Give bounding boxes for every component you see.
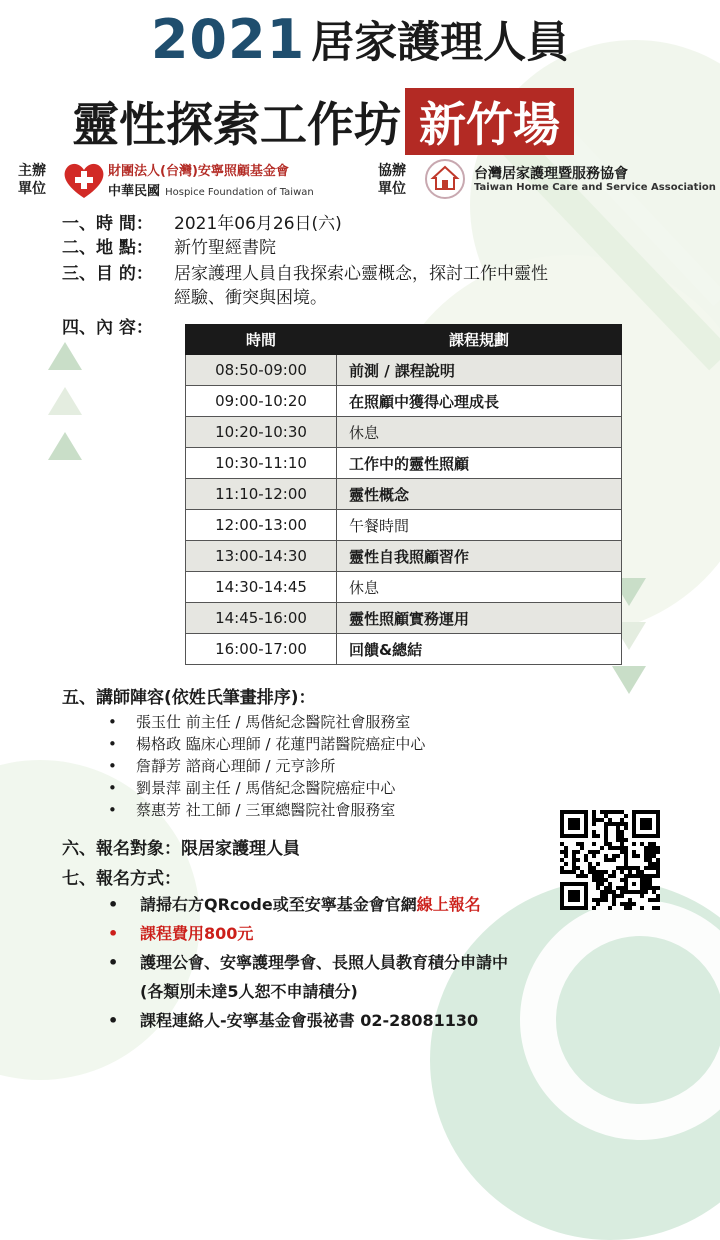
registration-credit-note: (各類別未達5人恕不申請積分) xyxy=(140,982,358,1001)
session-time: 16:00-17:00 xyxy=(186,634,337,665)
session-topic: 前測 / 課程說明 xyxy=(337,355,622,386)
table-row xyxy=(186,510,622,541)
schedule-header-row xyxy=(186,325,622,355)
place-label: 二、地 點： xyxy=(62,238,153,258)
host-name-cn: 財團法人(台灣)安寧照顧基金會 xyxy=(108,164,289,179)
session-time: 13:00-14:30 xyxy=(186,541,337,572)
session-time: 12:00-13:00 xyxy=(186,510,337,541)
host-label-line1: 主辦 xyxy=(18,163,46,179)
registration-fee: • 課程費用800元 xyxy=(106,919,508,948)
session-topic: 工作中的靈性照顧 xyxy=(337,448,622,479)
registration-contact: • 課程連絡人-安寧基金會張祕書 02-28081130 xyxy=(106,1006,508,1035)
session-topic: 靈性自我照顧習作 xyxy=(337,541,622,572)
qr-instruction: 請掃右方QRcode或至安寧基金會官網 xyxy=(140,895,417,914)
session-topic: 休息 xyxy=(337,572,622,603)
session-time: 14:30-14:45 xyxy=(186,572,337,603)
session-time: 09:00-10:20 xyxy=(186,386,337,417)
purpose-label: 三、目 的： xyxy=(62,264,153,284)
triangle-down-icon xyxy=(612,666,646,694)
table-row xyxy=(186,417,622,448)
session-time: 08:50-09:00 xyxy=(186,355,337,386)
session-topic: 回饋&總結 xyxy=(337,634,622,665)
co-name-en: Taiwan Home Care and Service Association xyxy=(474,182,716,193)
time-value: 2021年06月26日(六) xyxy=(174,214,342,234)
title-workshop: 靈性探索工作坊 xyxy=(72,98,401,153)
content-label: 四、內 容： xyxy=(62,318,153,338)
table-row xyxy=(186,634,622,665)
lecturer-item: • 劉景萍 副主任 / 馬偕紀念醫院癌症中心 xyxy=(106,777,425,799)
schedule-body xyxy=(186,355,622,665)
info-content xyxy=(62,316,174,340)
host-name-en: Hospice Foundation of Taiwan xyxy=(165,187,314,198)
co-label xyxy=(378,162,406,198)
registration-list xyxy=(106,890,508,1035)
triangle-up-icon xyxy=(48,387,82,415)
triangle-up-icon xyxy=(48,432,82,460)
home-care-logo xyxy=(424,158,466,200)
host-name-prefix: 中華民國 xyxy=(108,184,161,199)
venue-badge: 新竹場 xyxy=(405,88,574,155)
online-registration-link[interactable]: 線上報名 xyxy=(416,895,481,914)
title-subject: 居家護理人員 xyxy=(311,18,570,68)
co-label-line2: 單位 xyxy=(378,181,406,197)
session-topic: 午餐時間 xyxy=(337,510,622,541)
co-label-line1: 協辦 xyxy=(378,163,406,179)
place-value: 新竹聖經書院 xyxy=(174,238,276,258)
registration-heading: 七、報名方式： xyxy=(62,869,181,889)
info-purpose xyxy=(62,262,548,286)
lecturer-item: • 楊格政 臨床心理師 / 花蓮門諾醫院癌症中心 xyxy=(106,733,425,755)
lecturer-item: • 蔡惠芳 社工師 / 三軍總醫院社會服務室 xyxy=(106,799,425,821)
header-topic: 課程規劃 xyxy=(337,325,622,355)
title-year: 2021 xyxy=(150,8,306,71)
host-label-line2: 單位 xyxy=(18,181,46,197)
registration-qr-item xyxy=(106,890,508,919)
registration-credit: • 護理公會、安寧護理學會、長照人員教育積分申請中 xyxy=(106,948,508,977)
co-org xyxy=(474,166,716,193)
purpose-line1: 居家護理人員自我探索心靈概念，探討工作中靈性 xyxy=(174,264,548,284)
session-topic: 休息 xyxy=(337,417,622,448)
table-row xyxy=(186,572,622,603)
table-row xyxy=(186,541,622,572)
session-time: 10:20-10:30 xyxy=(186,417,337,448)
title-line-2 xyxy=(72,88,574,155)
table-row xyxy=(186,448,622,479)
host-label xyxy=(18,162,46,198)
session-topic: 在照顧中獲得心理成長 xyxy=(337,386,622,417)
lecturer-list xyxy=(106,711,425,821)
triangle-up-icon xyxy=(48,342,82,370)
info-purpose-cont xyxy=(174,286,327,310)
schedule-table xyxy=(185,324,622,665)
info-place xyxy=(62,236,276,260)
lecturer-item: • 張玉仕 前主任 / 馬偕紀念醫院社會服務室 xyxy=(106,711,425,733)
info-time xyxy=(62,212,342,236)
purpose-line2: 經驗、衝突與困境。 xyxy=(174,288,327,308)
time-label: 一、時 間： xyxy=(62,214,153,234)
lecturers-heading: 五、講師陣容(依姓氏筆畫排序)： xyxy=(62,688,316,708)
lecturer-item: • 詹靜芳 諮商心理師 / 元亨診所 xyxy=(106,755,425,777)
session-topic: 靈性照顧實務運用 xyxy=(337,603,622,634)
session-time: 14:45-16:00 xyxy=(186,603,337,634)
table-row xyxy=(186,355,622,386)
session-time: 10:30-11:10 xyxy=(186,448,337,479)
session-time: 11:10-12:00 xyxy=(186,479,337,510)
header-time: 時間 xyxy=(186,325,337,355)
co-name-cn: 台灣居家護理暨服務協會 xyxy=(474,166,628,182)
heart-cross-logo xyxy=(62,160,106,200)
session-topic: 靈性概念 xyxy=(337,479,622,510)
table-row xyxy=(186,386,622,417)
host-org xyxy=(108,164,314,200)
title-line-1 xyxy=(0,8,720,71)
qr-code-graphic xyxy=(560,810,660,910)
table-row xyxy=(186,603,622,634)
qr-code[interactable] xyxy=(560,810,660,910)
target-heading: 六、報名對象：限居家護理人員 xyxy=(62,839,300,859)
table-row xyxy=(186,479,622,510)
